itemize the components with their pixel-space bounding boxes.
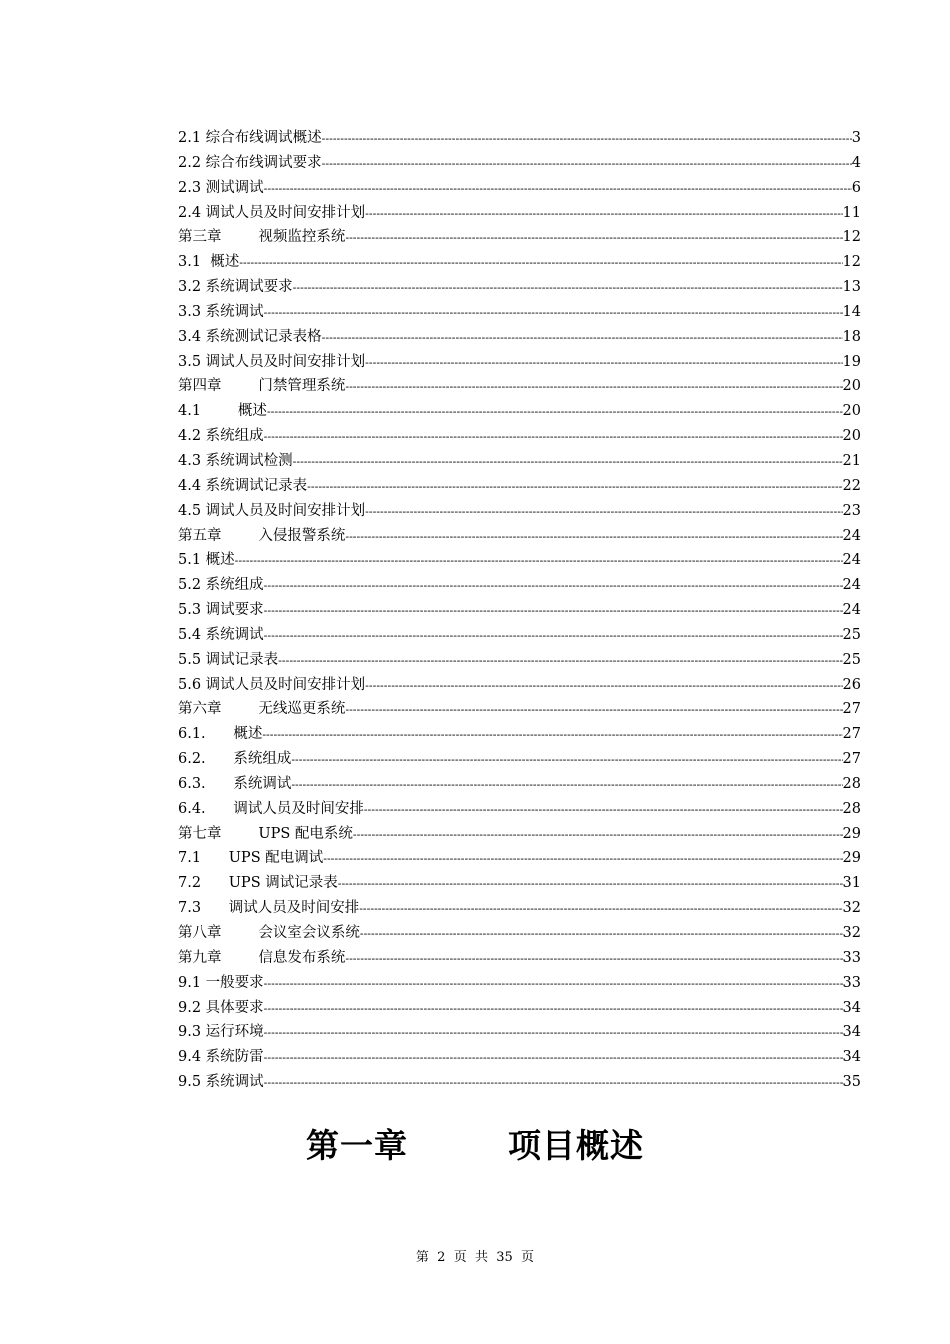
toc-entry-page-number: 12: [842, 229, 861, 246]
toc-dot-leader: [365, 202, 842, 226]
toc-entry-label: 7.3 调试人员及时间安排: [178, 900, 360, 917]
toc-entry-label: 3.2 系统调试要求: [178, 279, 293, 296]
toc-entry-page-number: 34: [842, 999, 861, 1016]
toc-entry[interactable]: [178, 648, 861, 673]
toc-entry-page-number: 32: [842, 900, 861, 917]
toc-entry[interactable]: [178, 374, 861, 399]
toc-entry[interactable]: [178, 747, 861, 772]
toc-entry-label: 第五章 入侵报警系统: [178, 527, 346, 544]
toc-dot-leader: [322, 326, 843, 350]
toc-entry-label: 2.3 测试调试: [178, 179, 264, 196]
toc-entry-label: 2.4 调试人员及时间安排计划: [178, 204, 366, 221]
toc-entry[interactable]: [178, 151, 861, 176]
toc-entry-label: 3.4 系统测试记录表格: [178, 328, 322, 345]
toc-entry[interactable]: [178, 697, 861, 722]
toc-entry-page-number: 18: [842, 328, 861, 345]
toc-entry-page-number: 24: [842, 527, 861, 544]
toc-dot-leader: [264, 624, 843, 648]
toc-entry-label: 6.2. 系统组成: [178, 751, 292, 768]
toc-entry[interactable]: [178, 822, 861, 847]
toc-entry[interactable]: [178, 126, 861, 151]
toc-entry[interactable]: [178, 424, 861, 449]
toc-dot-leader: [307, 475, 842, 499]
toc-entry-label: 7.1 UPS 配电调试: [178, 850, 324, 867]
toc-entry-page-number: 32: [842, 925, 861, 941]
toc-entry-label: 第七章 UPS 配电系统: [178, 825, 353, 842]
toc-entry-page-number: 3: [851, 130, 861, 146]
toc-dot-leader: [345, 226, 842, 250]
toc-entry[interactable]: [178, 300, 861, 325]
toc-entry-label: 9.1 一般要求: [178, 974, 264, 991]
toc-entry-label: 3.5 调试人员及时间安排计划: [178, 353, 366, 370]
toc-entry-label: 5.1 概述: [178, 552, 235, 569]
toc-dot-leader: [264, 972, 843, 996]
toc-entry-page-number: 28: [842, 800, 861, 817]
toc-entry-page-number: 14: [842, 303, 861, 320]
toc-dot-leader: [365, 500, 842, 524]
toc-entry[interactable]: [178, 225, 861, 250]
toc-entry[interactable]: [178, 722, 861, 747]
toc-entry[interactable]: [178, 846, 861, 871]
toc-entry-page-number: 29: [842, 825, 861, 842]
toc-entry-label: 3.3 系统调试: [178, 303, 264, 320]
toc-entry-label: 第四章 门禁管理系统: [178, 378, 346, 395]
toc-entry-page-number: 27: [842, 701, 861, 718]
toc-entry-page-number: 35: [842, 1074, 861, 1091]
toc-entry-label: 5.3 调试要求: [178, 602, 264, 619]
toc-dot-leader: [264, 1071, 843, 1095]
toc-entry-page-number: 34: [842, 1049, 861, 1066]
toc-entry-label: 第九章 信息发布系统: [178, 949, 346, 966]
toc-dot-leader: [345, 947, 842, 971]
toc-entry[interactable]: [178, 896, 861, 921]
toc-entry-page-number: 21: [842, 452, 861, 469]
toc-dot-leader: [262, 723, 842, 747]
toc-dot-leader: [264, 177, 852, 201]
toc-entry-page-number: 34: [842, 1024, 861, 1041]
toc-entry[interactable]: [178, 996, 861, 1021]
toc-dot-leader: [345, 698, 842, 722]
toc-dot-leader: [353, 823, 843, 847]
toc-dot-leader: [264, 599, 843, 623]
toc-entry[interactable]: [178, 325, 861, 350]
toc-dot-leader: [323, 847, 842, 871]
toc-entry[interactable]: [178, 772, 861, 797]
toc-entry-page-number: 4: [851, 154, 861, 171]
toc-entry-label: 6.3. 系统调试: [178, 775, 292, 792]
toc-entry-page-number: 24: [842, 602, 861, 619]
toc-entry-label: 5.5 调试记录表: [178, 651, 279, 668]
toc-dot-leader: [364, 798, 843, 822]
toc-entry-page-number: 27: [842, 751, 861, 768]
toc-entry-label: 9.4 系统防雷: [178, 1049, 264, 1066]
toc-dot-leader: [235, 549, 843, 573]
toc-dot-leader: [267, 400, 843, 424]
toc-entry-label: 9.2 具体要求: [178, 999, 264, 1016]
toc-dot-leader: [365, 351, 842, 375]
toc-dot-leader: [365, 674, 842, 698]
toc-entry-label: 第三章 视频监控系统: [178, 229, 346, 246]
toc-entry-page-number: 33: [842, 949, 861, 966]
toc-entry[interactable]: [178, 573, 861, 598]
toc-entry[interactable]: [178, 449, 861, 474]
toc-dot-leader: [264, 574, 843, 598]
toc-entry-page-number: 19: [842, 353, 861, 370]
toc-entry[interactable]: [178, 350, 861, 375]
toc-entry[interactable]: [178, 499, 861, 524]
toc-entry[interactable]: [178, 399, 861, 424]
toc-dot-leader: [264, 1021, 843, 1045]
toc-dot-leader: [291, 773, 842, 797]
toc-entry-label: 第八章 会议室会议系统: [178, 925, 360, 941]
toc-entry-label: 4.3 系统调试检测: [178, 452, 293, 469]
toc-entry-label: 4.5 调试人员及时间安排计划: [178, 502, 366, 519]
toc-entry-label: 6.4. 调试人员及时间安排: [178, 800, 364, 817]
toc-entry-page-number: 22: [842, 477, 861, 494]
toc-entry[interactable]: [178, 623, 861, 648]
toc-entry-page-number: 28: [842, 775, 861, 792]
toc-entry[interactable]: [178, 946, 861, 971]
toc-entry[interactable]: [178, 1045, 861, 1070]
toc-entry[interactable]: [178, 548, 861, 573]
toc-entry-page-number: 20: [842, 378, 861, 395]
toc-entry-page-number: 6: [851, 179, 861, 196]
table-of-contents: [178, 126, 861, 1095]
toc-entry-page-number: 20: [842, 403, 861, 420]
toc-entry-page-number: 12: [842, 254, 861, 271]
toc-entry-label: 7.2 UPS 调试记录表: [178, 875, 338, 892]
toc-dot-leader: [322, 127, 852, 151]
toc-entry-label: 4.1 概述: [178, 403, 267, 420]
toc-entry-label: 5.2 系统组成: [178, 577, 264, 594]
toc-dot-leader: [293, 276, 843, 300]
toc-entry[interactable]: [178, 971, 861, 996]
toc-entry-label: 5.6 调试人员及时间安排计划: [178, 676, 366, 693]
toc-dot-leader: [264, 997, 843, 1021]
toc-dot-leader: [278, 649, 842, 673]
toc-dot-leader: [345, 525, 842, 549]
toc-entry[interactable]: [178, 1020, 861, 1045]
toc-entry-page-number: 31: [842, 875, 861, 892]
toc-dot-leader: [293, 450, 843, 474]
toc-entry-page-number: 25: [842, 651, 861, 668]
toc-entry-label: 3.1 概述: [178, 254, 240, 271]
toc-entry-page-number: 29: [842, 850, 861, 867]
chapter-heading: 第一章 项目概述: [306, 1126, 644, 1165]
toc-entry[interactable]: [178, 921, 861, 946]
toc-entry-label: 2.1 综合布线调试概述: [178, 130, 322, 146]
toc-entry[interactable]: [178, 797, 861, 822]
toc-entry-label: 6.1. 概述: [178, 726, 263, 743]
toc-entry-page-number: 24: [842, 577, 861, 594]
toc-entry[interactable]: [178, 474, 861, 499]
toc-entry-page-number: 13: [842, 279, 861, 296]
toc-entry[interactable]: [178, 176, 861, 201]
toc-entry-page-number: 20: [842, 428, 861, 445]
toc-entry-page-number: 25: [842, 626, 861, 643]
toc-entry[interactable]: [178, 871, 861, 896]
page-footer: 第 2 页 共 35 页: [415, 1250, 535, 1265]
toc-entry-label: 5.4 系统调试: [178, 626, 264, 643]
toc-entry-page-number: 23: [842, 502, 861, 519]
toc-entry[interactable]: [178, 250, 861, 275]
toc-entry-page-number: 26: [842, 676, 861, 693]
toc-dot-leader: [359, 897, 842, 921]
toc-entry-label: 4.2 系统组成: [178, 428, 264, 445]
toc-entry-label: 4.4 系统调试记录表: [178, 477, 308, 494]
toc-entry[interactable]: [178, 673, 861, 698]
toc-dot-leader: [291, 748, 842, 772]
toc-dot-leader: [345, 375, 842, 399]
toc-entry[interactable]: [178, 275, 861, 300]
toc-dot-leader: [264, 1046, 843, 1070]
toc-entry-label: 9.3 运行环境: [178, 1024, 264, 1041]
toc-entry-label: 9.5 系统调试: [178, 1074, 264, 1091]
toc-dot-leader: [360, 922, 843, 946]
toc-dot-leader: [239, 251, 842, 275]
toc-dot-leader: [264, 425, 843, 449]
toc-entry-page-number: 27: [842, 726, 861, 743]
toc-entry[interactable]: [178, 1070, 861, 1095]
toc-dot-leader: [264, 301, 843, 325]
toc-entry-page-number: 24: [842, 552, 861, 569]
toc-dot-leader: [322, 152, 852, 176]
toc-dot-leader: [338, 872, 843, 896]
toc-entry-label: 第六章 无线巡更系统: [178, 701, 346, 718]
toc-entry[interactable]: [178, 598, 861, 623]
toc-entry-label: 2.2 综合布线调试要求: [178, 154, 322, 171]
toc-entry[interactable]: [178, 201, 861, 226]
toc-entry-page-number: 11: [842, 204, 861, 221]
toc-entry-page-number: 33: [842, 974, 861, 991]
toc-entry[interactable]: [178, 524, 861, 549]
